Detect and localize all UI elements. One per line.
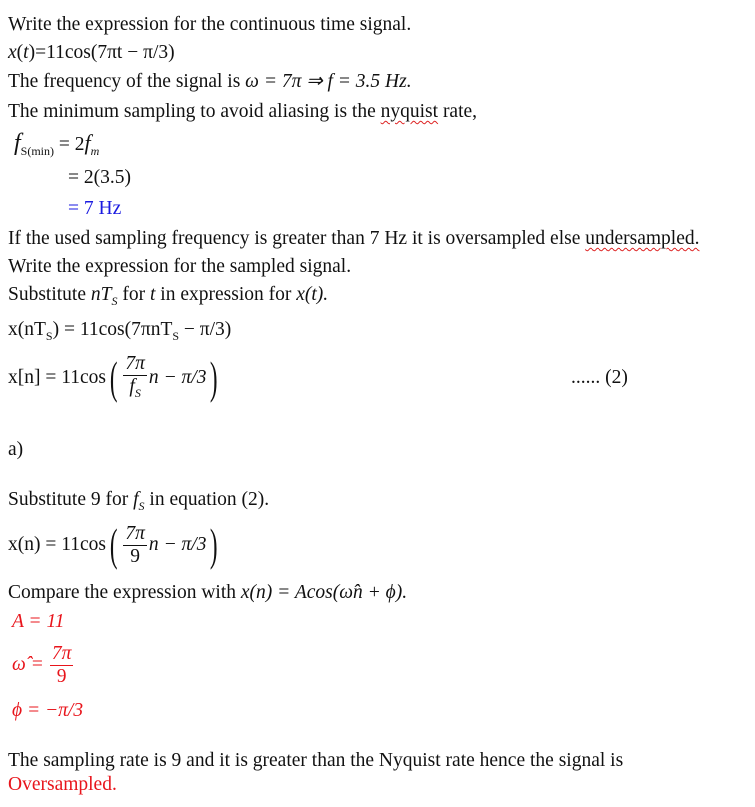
- equation-x9: x(n) = 11cos ( $\frac{7\pi}{9}$ n − π/3 ): [8, 519, 218, 570]
- equation-xnts: $x(nT_S) = 11\cos(7\pi nT_S - \pi/3)$: [8, 319, 232, 343]
- omega-value: ω̂ = $\frac{7\pi}{9}$: [12, 642, 72, 687]
- step-3: = 7 Hz: [68, 198, 122, 219]
- substitute-9-line: Substitute 9 for $f_S$ in equation (2).: [8, 489, 270, 513]
- substitute-line: Substitute $nT_S$ for t in expression for x(t).: [8, 284, 329, 308]
- sampled-intro: Write the expression for the sampled signal.: [8, 256, 352, 277]
- equation-label: ...... (2): [571, 367, 628, 388]
- fs-min-equation: $f_{S(min)} = 2f_m$: [14, 130, 100, 158]
- nyquist-line: The minimum sampling to avoid aliasing is the nyquist rate,: [8, 101, 478, 122]
- spellcheck-word: undersampled.: [585, 228, 700, 249]
- compare-line: Compare the expression with x(n) = Acos(ω̂n + ϕ).: [8, 582, 408, 603]
- oversample-line: If the used sampling frequency is greater than 7 Hz it is oversampled else undersampled.: [8, 228, 700, 249]
- frequency-line: The frequency of the signal is ω = 7π ⇒ f = 3.5 Hz.: [8, 71, 412, 92]
- fraction: $\frac{7\pi}{f_S}$: [125, 352, 145, 400]
- phase-value: ϕ = −π/3: [12, 700, 84, 721]
- fraction: $\frac{7\pi}{9}$: [125, 522, 145, 567]
- spellcheck-word: nyquist: [380, 101, 439, 122]
- result-text: Oversampled.: [8, 774, 117, 795]
- equation-xn: x[n] = 11cos ( $\frac{7\pi}{f_S}$ n − π/3 ): [8, 352, 218, 403]
- intro-text: Write the expression for the continuous time signal.: [8, 14, 412, 35]
- step-2: = 2(3.5): [68, 167, 131, 188]
- conclusion-text: The sampling rate is 9 and it is greater than the Nyquist rate hence the signal is: [8, 750, 624, 771]
- amplitude-value: A = 11: [12, 611, 65, 632]
- equation-xt: x(t)=11cos(7πt − π/3): [8, 42, 175, 63]
- part-a-label: a): [8, 439, 24, 460]
